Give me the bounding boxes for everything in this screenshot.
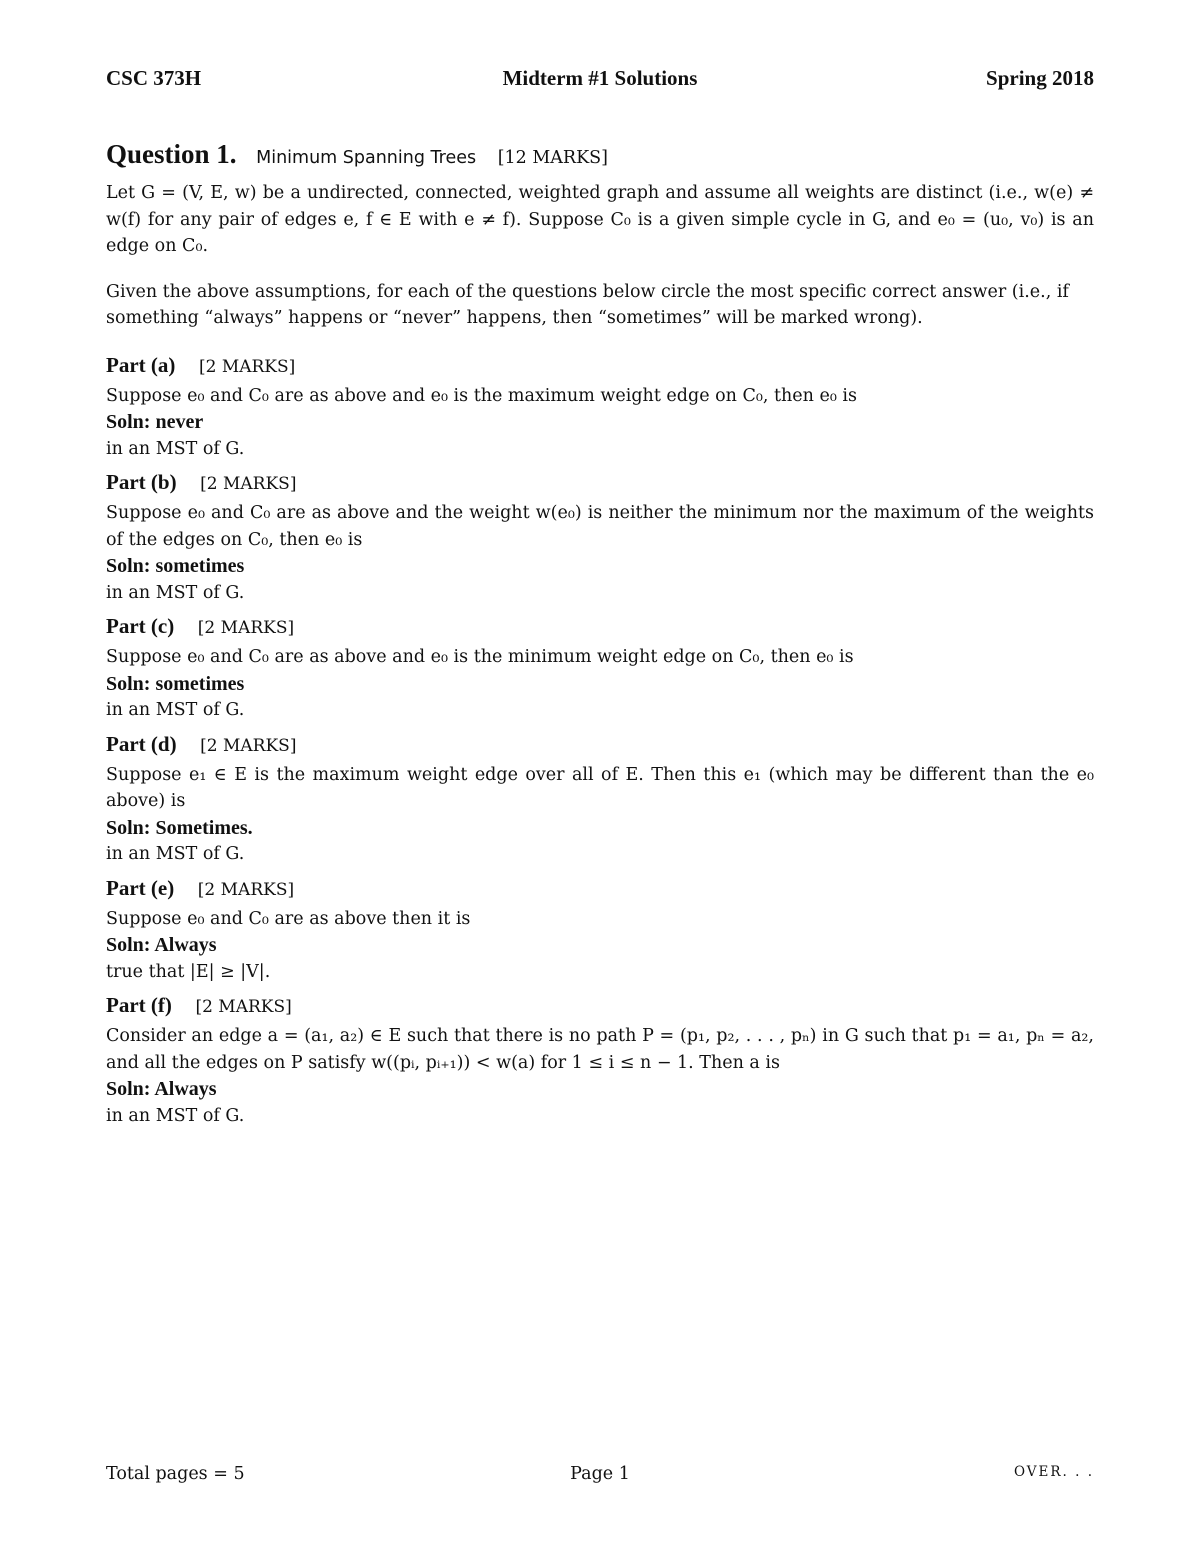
part-heading — [106, 351, 1094, 381]
part-heading — [106, 730, 1094, 760]
part-f — [106, 991, 1094, 1129]
part-solution: Soln: Sometimes. — [106, 816, 253, 839]
part-tail: in an MST of G. — [106, 582, 245, 603]
part-text: Suppose e₀ and C₀ are as above and e₀ is the minimum weight edge on C₀, then e₀ is — [106, 647, 854, 667]
part-tail: true that |E| ≥ |V|. — [106, 961, 271, 982]
course-code: CSC 373H — [106, 66, 202, 90]
part-text: Suppose e₀ and C₀ are as above and the weight w(e₀) is neither the minimum nor the maximum of the weights of the edges on C₀, then e₀ is — [106, 503, 1094, 550]
over-label: OVER. . . — [1013, 1464, 1094, 1480]
part-b — [106, 468, 1094, 606]
part-marks: [2 MARKS] — [200, 474, 297, 494]
question-topic: Minimum Spanning Trees — [256, 148, 477, 168]
part-tail: in an MST of G. — [106, 438, 245, 459]
document-title: Midterm #1 Solutions — [502, 66, 698, 90]
total-pages: Total pages = 5 — [106, 1464, 245, 1484]
part-name: Part (b) — [106, 470, 177, 494]
part-heading — [106, 612, 1094, 642]
part-d — [106, 730, 1094, 868]
part-heading — [106, 468, 1094, 498]
part-text: Suppose e₀ and C₀ are as above then it is — [106, 908, 471, 929]
part-marks: [2 MARKS] — [195, 997, 292, 1017]
part-name: Part (f) — [106, 993, 172, 1017]
part-name: Part (a) — [106, 352, 176, 377]
part-c — [106, 612, 1094, 724]
part-heading — [106, 874, 1094, 904]
part-heading — [106, 991, 1094, 1021]
part-name: Part (e) — [106, 875, 175, 900]
part-solution: Soln: sometimes — [106, 672, 245, 695]
part-text: Suppose e₁ ∈ E is the maximum weight edge over all of E. Then this e₁ (which may be different than the e₀ above) is — [106, 764, 1094, 811]
part-marks: [2 MARKS] — [198, 356, 296, 377]
part-marks: [2 MARKS] — [200, 735, 297, 756]
page-number: Page 1 — [570, 1464, 630, 1484]
part-tail: in an MST of G. — [106, 700, 245, 720]
term-label: Spring 2018 — [986, 66, 1094, 90]
part-solution: Soln: Always — [106, 1078, 217, 1100]
part-marks: [2 MARKS] — [197, 618, 295, 638]
part-tail: in an MST of G. — [106, 844, 245, 864]
part-marks: [2 MARKS] — [197, 879, 295, 900]
part-text: Consider an edge a = (a₁, a₂) ∈ E such that there is no path P = (p₁, p₂, . . . , pₙ) in G such that p₁ = a₁, pₙ = a₂, and all the edges on P satisfy w((pᵢ, pᵢ₊₁)) < w(a) for 1 ≤ i ≤ n − 1. Then a is — [106, 1026, 1094, 1073]
part-solution: Soln: sometimes — [106, 555, 245, 577]
question-instructions: Given the above assumptions, for each of the questions below circle the most specific correct answer (i.e., if something “always” happens or “never” happens, then “sometimes” will be marked wrong). — [106, 281, 1069, 328]
part-text: Suppose e₀ and C₀ are as above and e₀ is the maximum weight edge on C₀, then e₀ is — [106, 385, 858, 406]
page-content — [106, 136, 1094, 1129]
part-solution: Soln: never — [106, 411, 204, 433]
part-solution: Soln: Always — [106, 934, 217, 956]
question-statement: Let G = (V, E, w) be a undirected, connected, weighted graph and assume all weights are distinct (i.e., w(e) ≠ w(f) for any pair of edges e, f ∈ E with e ≠ f). Suppose C₀ is a given simple cycle in G, and e₀ = (u₀, v₀) is an edge on C₀. — [106, 183, 1094, 256]
part-name: Part (d) — [106, 731, 177, 756]
part-e — [106, 874, 1094, 986]
part-a — [106, 351, 1094, 463]
part-name: Part (c) — [106, 614, 175, 638]
question-marks: [12 MARKS] — [497, 148, 608, 168]
page-header — [106, 66, 1094, 96]
page-footer — [106, 1464, 1094, 1492]
part-tail: in an MST of G. — [106, 1105, 245, 1126]
question-heading — [106, 136, 1094, 176]
question-number: Question 1. — [106, 139, 237, 169]
